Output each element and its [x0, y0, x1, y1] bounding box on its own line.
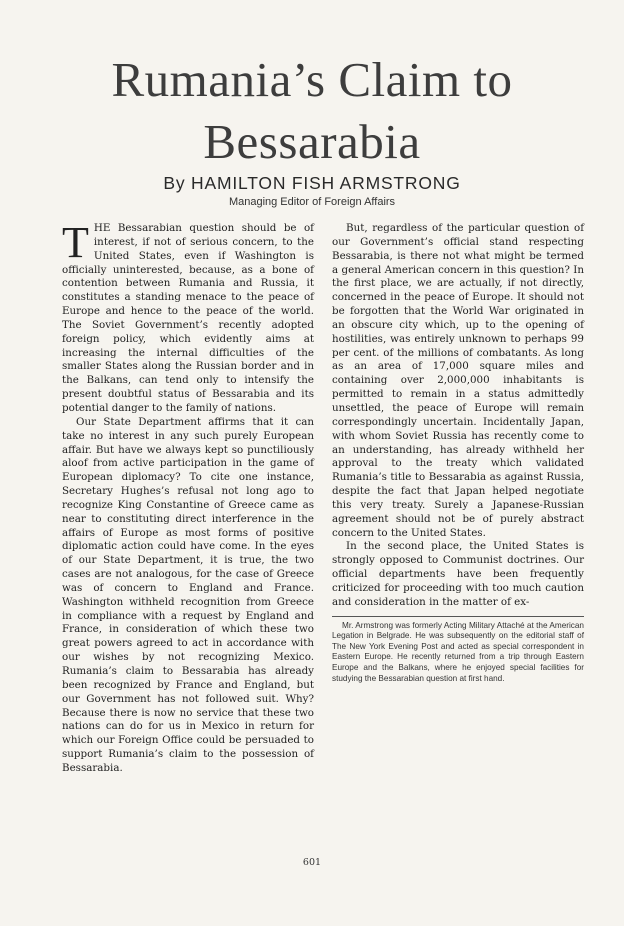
article-title-line-1: Rumania’s Claim to [111, 52, 513, 107]
paragraph-3: But, regardless of the particular question of our Government’s official stand respecting Bessarabia, is there not what might be termed a general American concern in this question? In the first place, we are actually, if not directly, concerned in the peace of Europe. It should not be forgotten that the World War originated in an obscure city which, up to the opening of hostilities, was entirely unknown to perhaps 99 per cent. of the millions of combatants. As long as an area of 17,000 square miles and containing over 2,000,000 inhabitants is permitted to remain in a status admittedly unsettled, the peace of Europe will remain correspondingly uncertain. Incidentally Japan, with whom Soviet Russia has recently come to an understanding, has already withheld her approval to the treaty which validated Rumania’s title to Bessarabia as against Russia, despite the fact that Japan helped negotiate this very treaty. Surely a Japanese-Russian agreement should not be of purely abstract concern to the United States. [332, 222, 584, 539]
paragraph-4: In the second place, the United States is strongly opposed to Communist doctrines. Our official departments have been frequently criticized for proceeding with too much caution and consideration in the matter of ex- [332, 540, 584, 608]
paragraph-1-text: HE Bessarabian question should be of interest, if not of serious concern, to the United States, even if Washington is officially uninterested, because, as a bone of contention between Rumania and Russia, it constitutes a standing menace to the peace of Europe and hence to the peace of the world. The Soviet Government’s recently adopted foreign policy, which evidently aims at increasing the internal difficulties of the smaller States along the Russian border and in the Balkans, can tend only to intensify the present doubtful status of Bessarabia and its potential danger to the family of nations. [62, 222, 314, 414]
author-role: Managing Editor of Foreign Affairs [228, 196, 396, 208]
left-column [62, 218, 314, 776]
drop-cap: T [62, 218, 89, 267]
paragraph-1 [62, 218, 314, 416]
paragraph-2: Our State Department affirms that it can take no interest in any such purely European affair. But have we always kept so punctiliously aloof from active participation in the game of European diplomacy? To cite one instance, Secretary Hughes’s refusal not long ago to recognize King Constantine of Greece came as near to constituting direct interference in the affairs of Europe as most forms of positive diplomatic action could have come. In the eyes of our State Department, it is true, the two cases are not analogous, for the case of Greece was of concern to England and France. Washington withheld recognition from Greece in compliance with a request by England and France, in consideration of which these two great powers agreed to act in accordance with our wishes by not recognizing Mexico. Rumania’s claim to Bessarabia has already been recognized by France and England, but our Government has not followed suit. Why? Because there is now no service that these two nations can do for us in Mexico in return for which our Foreign Office could be persuaded to support Rumania’s claim to the possession of Bessarabia. [62, 415, 314, 774]
right-column [332, 222, 584, 684]
author-footnote: Mr. Armstrong was formerly Acting Military Attaché at the American Legation in Belgrade. He was subsequently on the editorial staff of The New York Evening Post and acted as special correspondent in Eastern Europe. He recently returned from a trip through Eastern Europe and the Balkans, where he enjoyed special facilities for studying the Bessarabian question at first hand. [332, 616, 584, 685]
article-title-line-2: Bessarabia [203, 114, 421, 169]
byline: By HAMILTON FISH ARMSTRONG [163, 173, 461, 193]
page-number: 601 [302, 857, 322, 868]
